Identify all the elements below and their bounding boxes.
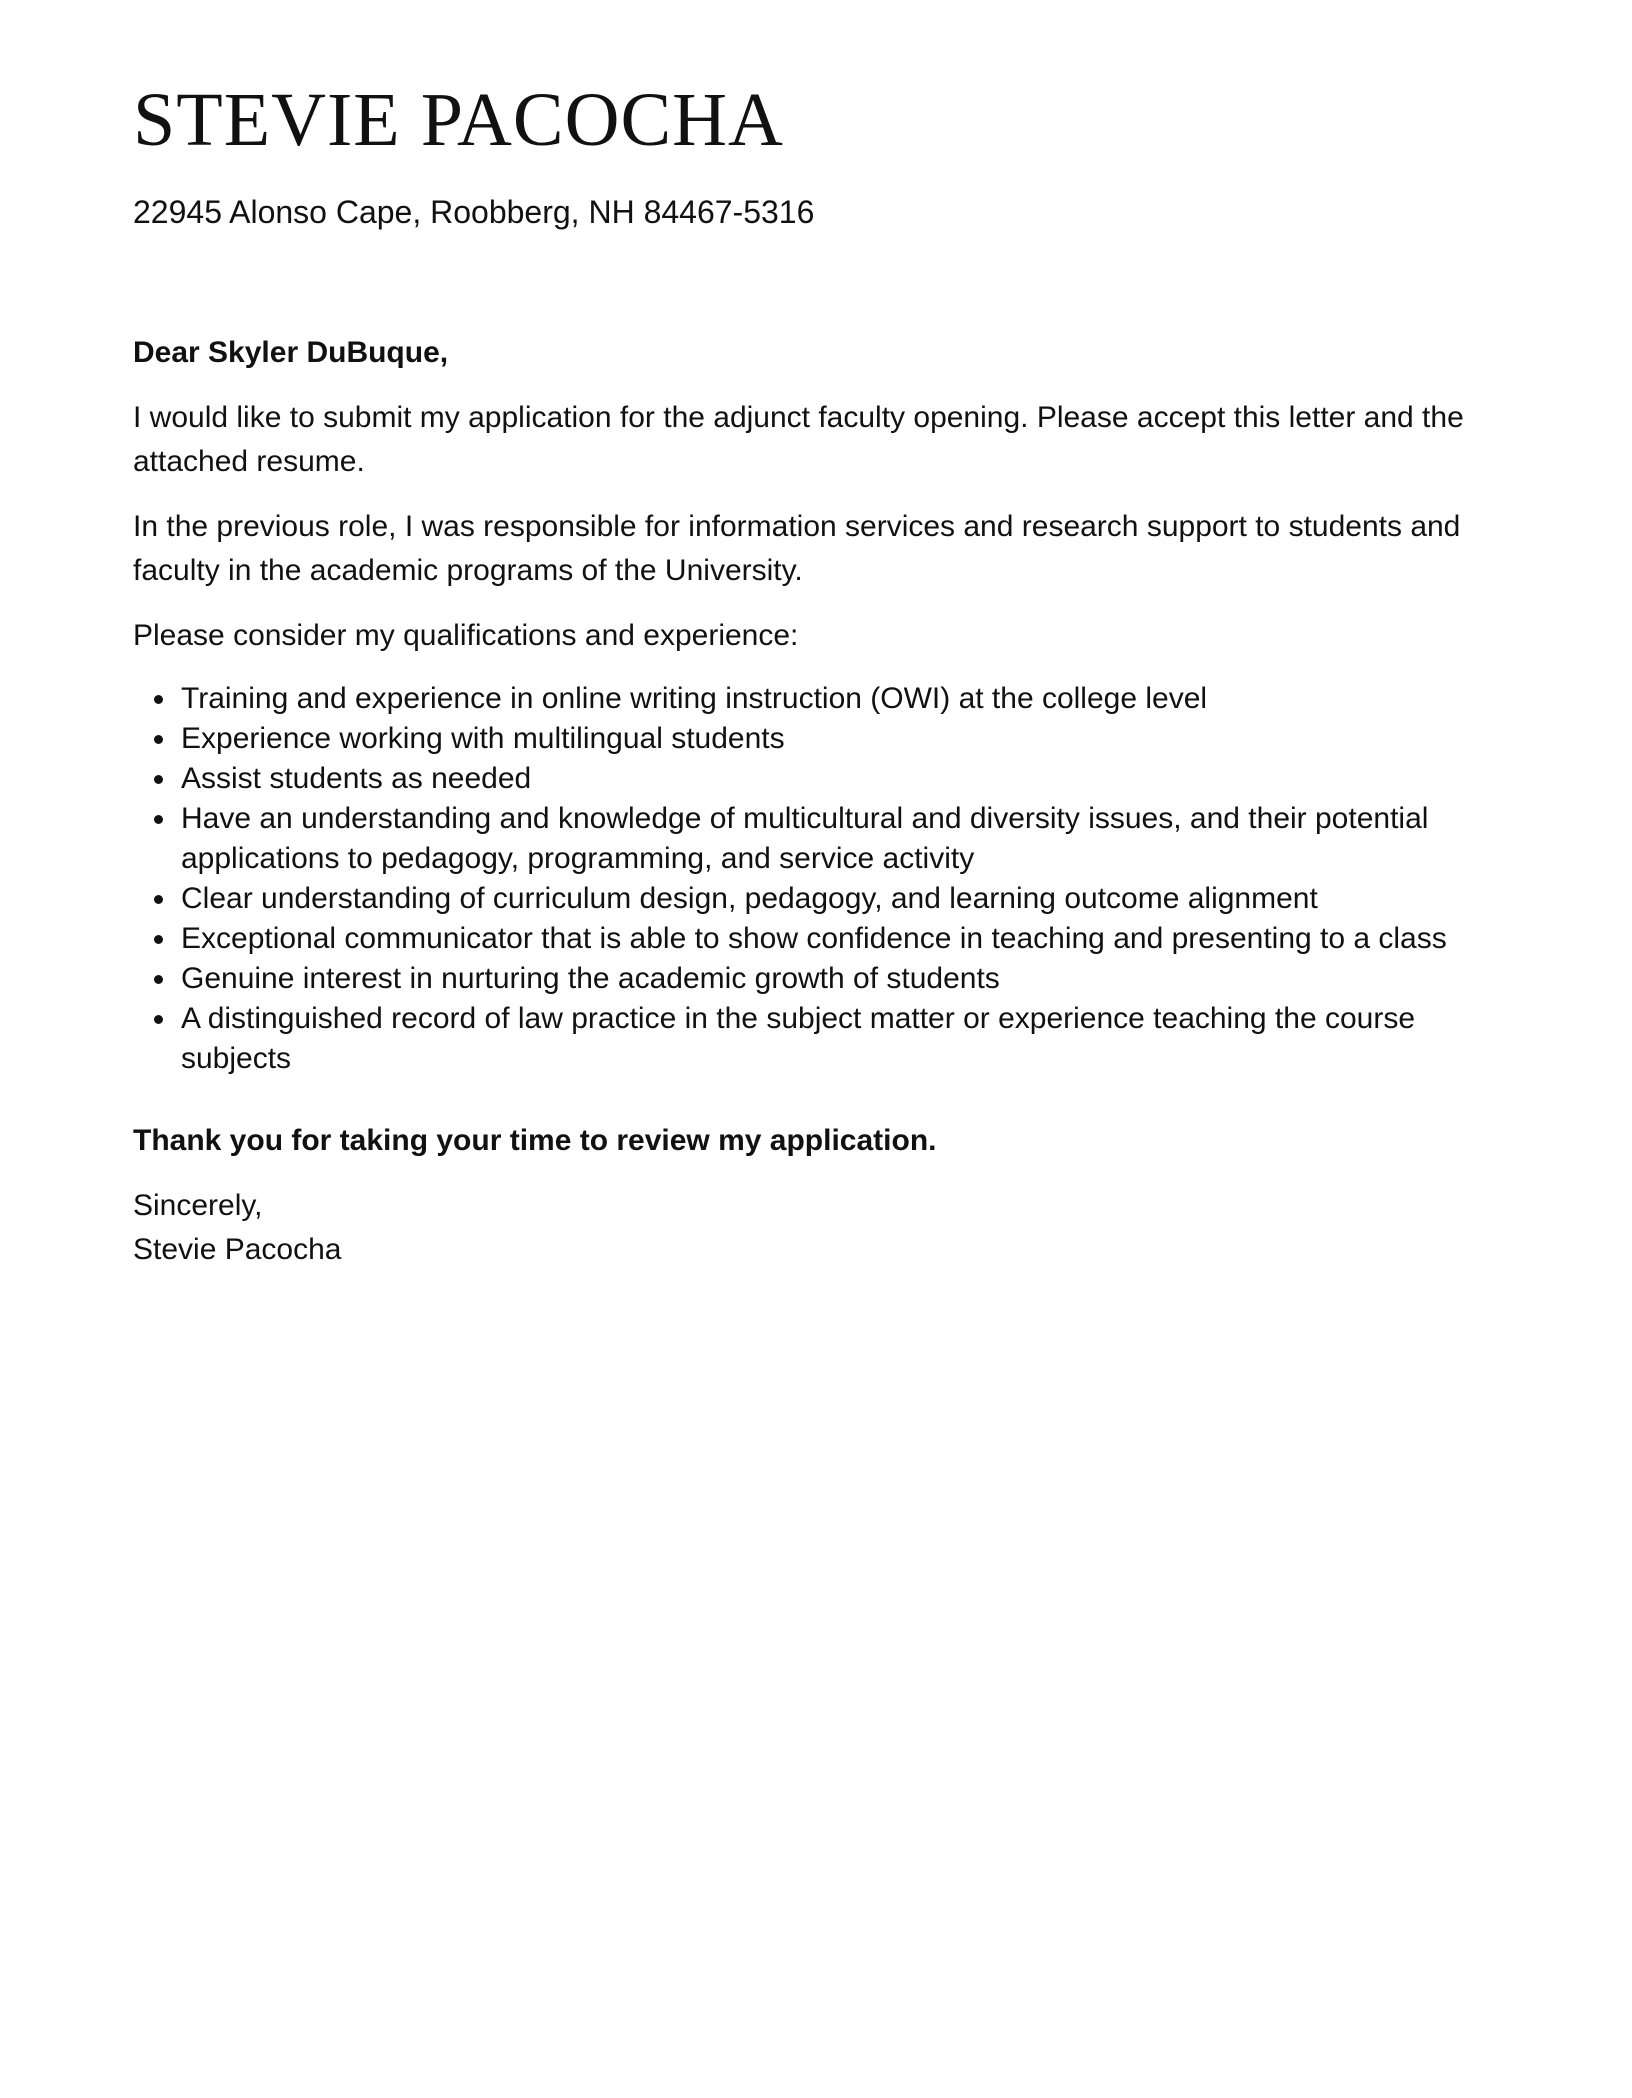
list-item-text: Training and experience in online writing instruction (OWI) at the college level [181, 682, 1208, 715]
applicant-name: STEVIE PACOCHA [133, 78, 784, 162]
list-item [133, 959, 1503, 999]
intro-paragraph: I would like to submit my application for the adjunct faculty opening. Please accept this letter and the attached resume. [133, 401, 1464, 478]
list-item [133, 999, 1503, 1079]
list-item-text: Have an understanding and knowledge of multicultural and diversity issues, and their potential applications to pedagogy, programming, and service activity [181, 802, 1429, 875]
qualifications-list [133, 679, 1503, 1079]
list-item-text: Genuine interest in nurturing the academic growth of students [181, 962, 1000, 995]
bullet-icon [154, 775, 163, 784]
closing-statement: Thank you for taking your time to review my application. [133, 1124, 937, 1157]
list-item [133, 879, 1503, 919]
list-item-text: Exceptional communicator that is able to show confidence in teaching and presenting to a class [181, 922, 1447, 955]
signoff-text: Sincerely, [133, 1189, 263, 1222]
bullet-icon [154, 975, 163, 984]
qualifications-intro: Please consider my qualifications and experience: [133, 619, 799, 652]
list-item [133, 679, 1503, 719]
applicant-address: 22945 Alonso Cape, Roobberg, NH 84467-5316 [133, 194, 815, 230]
bullet-icon [154, 1015, 163, 1024]
bullet-icon [154, 895, 163, 904]
signature-name: Stevie Pacocha [133, 1233, 342, 1266]
list-item [133, 799, 1503, 879]
bullet-icon [154, 695, 163, 704]
bullet-icon [154, 935, 163, 944]
list-item-text: Assist students as needed [181, 762, 532, 795]
experience-paragraph: In the previous role, I was responsible for information services and research support to students and faculty in the academic programs of the University. [133, 510, 1461, 587]
bullet-icon [154, 735, 163, 744]
bullet-icon [154, 815, 163, 824]
list-item-text: A distinguished record of law practice in the subject matter or experience teaching the course subjects [181, 1002, 1416, 1075]
list-item [133, 919, 1503, 959]
list-item-text: Experience working with multilingual students [181, 722, 785, 755]
salutation: Dear Skyler DuBuque, [133, 336, 449, 369]
signoff-block [133, 1184, 1503, 1272]
list-item [133, 759, 1503, 799]
list-item [133, 719, 1503, 759]
letter-body [133, 331, 1503, 1272]
list-item-text: Clear understanding of curriculum design, pedagogy, and learning outcome alignment [181, 882, 1318, 915]
